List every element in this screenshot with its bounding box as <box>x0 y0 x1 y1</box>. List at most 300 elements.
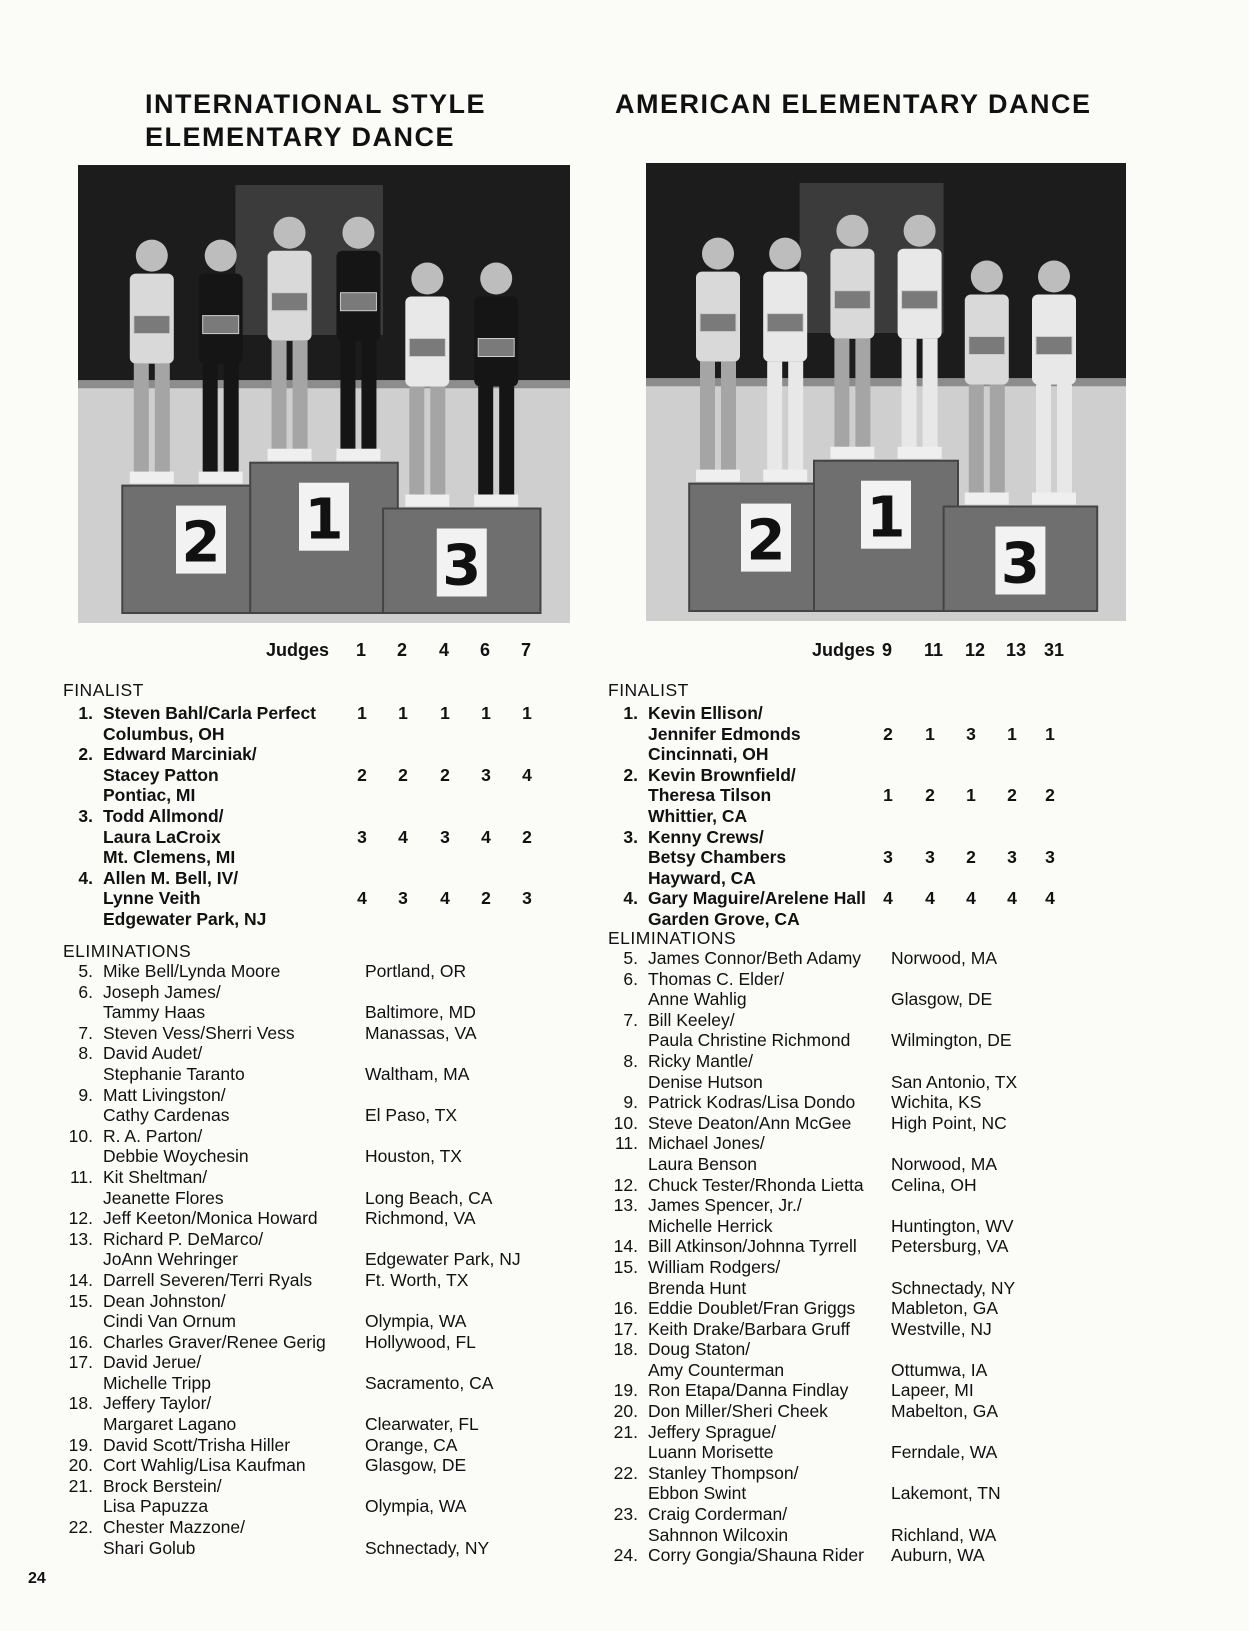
entry-city: Petersburg, VA <box>891 1236 1009 1257</box>
award-plaque <box>478 339 514 357</box>
finalist-entry <box>63 703 583 744</box>
entry-line: Kit Sheltman/ <box>103 1166 208 1187</box>
elimination-entry <box>63 1476 583 1517</box>
entry-rank: 10. <box>68 1125 93 1146</box>
award-plaque <box>409 339 445 357</box>
judge-score: 1 <box>925 723 935 744</box>
elimination-entry <box>608 1380 1168 1401</box>
entry-rank: 3. <box>623 826 638 847</box>
entry-rank: 20. <box>613 1401 638 1422</box>
entry-line: Jeffery Sprague/ <box>648 1421 777 1442</box>
finalist-entry <box>608 703 1168 765</box>
entry-city: Richmond, VA <box>365 1208 476 1229</box>
entry-line: Kevin Ellison/ <box>648 703 763 723</box>
entry-rank: 21. <box>613 1421 638 1442</box>
elimination-entry <box>608 1422 1168 1463</box>
skater-head <box>342 217 374 249</box>
elimination-entry <box>63 1229 583 1270</box>
judge-score: 2 <box>1007 785 1017 806</box>
finalist-entry <box>608 827 1168 889</box>
entry-line: Patrick Kodras/Lisa Dondo <box>648 1092 856 1113</box>
entry-line: Cincinnati, OH <box>648 744 769 765</box>
entry-city: Norwood, MA <box>891 948 998 968</box>
entry-rank: 2. <box>78 744 93 765</box>
finalist-entry <box>63 744 583 806</box>
judge-score: 2 <box>522 826 532 847</box>
entry-line: Kenny Crews/ <box>648 826 764 847</box>
left-title-line1: INTERNATIONAL STYLE <box>145 89 487 119</box>
skater-head <box>274 217 306 249</box>
entry-city: Waltham, MA <box>365 1063 470 1084</box>
entry-line: Keith Drake/Barbara Gruff <box>648 1318 850 1339</box>
entry-line: Darrell Severen/Terri Ryals <box>103 1269 313 1290</box>
entry-names <box>103 1476 583 1517</box>
entry-rank: 4. <box>78 867 93 888</box>
judge-score: 3 <box>440 826 450 847</box>
elimination-entry <box>63 1043 583 1084</box>
entry-city: Orange, CA <box>365 1434 458 1455</box>
entry-line: James Spencer, Jr./ <box>648 1195 802 1216</box>
entry-line: Edgewater Park, NJ <box>103 908 267 929</box>
skater-head <box>411 263 443 295</box>
award-plaque <box>902 291 938 309</box>
elimination-entry <box>608 1463 1168 1504</box>
finalist-entry <box>63 806 583 868</box>
entry-line: Bill Keeley/ <box>648 1009 735 1030</box>
elimination-entry <box>608 1401 1168 1422</box>
elimination-entry <box>63 1085 583 1126</box>
elimination-entry <box>608 1257 1168 1298</box>
entry-rank: 24. <box>613 1545 638 1566</box>
left-eliminations-list <box>63 961 583 1558</box>
entry-names <box>103 806 583 868</box>
judge-score: 4 <box>925 888 935 909</box>
entry-rank: 3. <box>78 805 93 826</box>
entry-names <box>103 1455 583 1476</box>
entry-names <box>648 827 1168 889</box>
entry-line: Denise Hutson <box>648 1071 763 1092</box>
skater-head <box>702 238 734 270</box>
judge-score: 2 <box>883 723 893 744</box>
entry-rank: 8. <box>623 1050 638 1071</box>
entry-rank: 6. <box>623 968 638 989</box>
judge-score: 4 <box>481 826 491 847</box>
entry-line: Amy Counterman <box>648 1359 785 1380</box>
judge-score: 2 <box>925 785 935 806</box>
entry-line: Steve Deaton/Ann McGee <box>648 1112 852 1133</box>
judge-score: 3 <box>1045 847 1055 868</box>
entry-line: David Audet/ <box>103 1043 203 1064</box>
entry-line: Bill Atkinson/Johnna Tyrrell <box>648 1236 857 1257</box>
left-finalist-label: FINALIST <box>63 680 144 700</box>
entry-names <box>648 703 1168 765</box>
entry-rank: 11. <box>69 1166 93 1187</box>
judge-score: 2 <box>481 888 491 909</box>
entry-line: Don Miller/Sheri Cheek <box>648 1401 828 1422</box>
entry-city: Glasgow, DE <box>365 1455 467 1476</box>
entry-rank: 7. <box>78 1022 93 1043</box>
elimination-entry <box>608 948 1168 969</box>
entry-line: Steven Bahl/Carla Perfect <box>103 703 317 723</box>
entry-line: David Scott/Trisha Hiller <box>103 1434 291 1455</box>
judge-score: 3 <box>481 764 491 785</box>
entry-line: Jeff Keeton/Monica Howard <box>103 1208 318 1229</box>
left-eliminations-label: ELIMINATIONS <box>63 941 192 961</box>
finalist-entry <box>608 888 1168 929</box>
left-title <box>145 88 486 154</box>
entry-line: R. A. Parton/ <box>103 1125 203 1146</box>
entry-line: Chuck Tester/Rhonda Lietta <box>648 1174 864 1195</box>
elimination-entry <box>63 1208 583 1229</box>
entry-line: Hayward, CA <box>648 867 756 888</box>
elimination-entry <box>63 1393 583 1434</box>
right-finalists-list <box>608 703 1168 930</box>
entry-rank: 19. <box>613 1380 638 1401</box>
entry-line: Stanley Thompson/ <box>648 1462 799 1483</box>
left-judges-label: Judges <box>266 640 330 660</box>
entry-line: Joseph James/ <box>103 981 221 1002</box>
award-plaque <box>340 293 376 311</box>
entry-rank: 14. <box>68 1269 93 1290</box>
entry-line: JoAnn Wehringer <box>103 1249 238 1270</box>
entry-line: Laura LaCroix <box>103 826 221 847</box>
award-plaque <box>272 293 308 311</box>
judge-score: 3 <box>398 888 408 909</box>
elimination-entry <box>608 1195 1168 1236</box>
award-plaque <box>1036 337 1072 355</box>
entry-rank: 9. <box>78 1084 93 1105</box>
judge-score: 2 <box>1045 785 1055 806</box>
elimination-entry <box>63 1332 583 1353</box>
entry-line: Kevin Brownfield/ <box>648 764 796 785</box>
judge-score: 1 <box>966 785 976 806</box>
elimination-entry <box>63 1517 583 1558</box>
entry-rank: 12. <box>613 1174 638 1195</box>
skater-head <box>136 240 168 272</box>
entry-line: Jennifer Edmonds <box>648 723 801 744</box>
entry-names <box>648 888 1168 929</box>
entry-city: Manassas, VA <box>365 1022 477 1043</box>
elimination-entry <box>63 1023 583 1044</box>
judge-score: 1 <box>481 703 491 723</box>
entry-line: Michelle Tripp <box>103 1372 211 1393</box>
entry-names <box>103 982 583 1023</box>
entry-line: Steven Vess/Sherri Vess <box>103 1022 295 1043</box>
skater-head <box>480 263 512 295</box>
entry-line: Stacey Patton <box>103 764 219 785</box>
skater-head <box>769 238 801 270</box>
entry-rank: 10. <box>613 1112 638 1133</box>
entry-line: William Rodgers/ <box>648 1256 781 1277</box>
entry-names <box>103 1517 583 1558</box>
elimination-entry <box>608 1545 1168 1566</box>
right-eliminations-label: ELIMINATIONS <box>608 928 737 948</box>
award-plaque <box>203 316 239 334</box>
entry-city: Wilmington, DE <box>891 1030 1012 1051</box>
judge-score: 1 <box>440 703 450 723</box>
judge-score: 2 <box>357 764 367 785</box>
entry-line: Luann Morisette <box>648 1442 774 1463</box>
judge-number: 31 <box>1044 640 1065 660</box>
judge-score: 4 <box>522 764 532 785</box>
entry-rank: 4. <box>623 888 638 909</box>
judge-score: 1 <box>1045 723 1055 744</box>
entry-names <box>103 868 583 930</box>
entry-line: Eddie Doublet/Fran Griggs <box>648 1298 856 1319</box>
entry-line: Edward Marciniak/ <box>103 744 257 765</box>
entry-city: Ft. Worth, TX <box>365 1269 469 1290</box>
entry-rank: 1. <box>623 703 638 723</box>
entry-line: Ebbon Swint <box>648 1483 747 1504</box>
entry-rank: 15. <box>613 1256 638 1277</box>
award-plaque <box>969 337 1005 355</box>
elimination-entry <box>608 1298 1168 1319</box>
entry-line: Brenda Hunt <box>648 1277 747 1298</box>
judge-score: 4 <box>1045 888 1055 909</box>
entry-line: Richard P. DeMarco/ <box>103 1228 264 1249</box>
entry-line: Cindi Van Ornum <box>103 1311 236 1332</box>
entry-city: Celina, OH <box>891 1174 977 1195</box>
elimination-entry <box>63 961 583 982</box>
entry-line: Brock Berstein/ <box>103 1475 222 1496</box>
entry-line: Laura Benson <box>648 1153 757 1174</box>
judge-score: 4 <box>883 888 893 909</box>
entry-rank: 16. <box>68 1331 93 1352</box>
entry-rank: 18. <box>613 1339 638 1360</box>
entry-rank: 2. <box>623 764 638 785</box>
entry-city: Westville, NJ <box>891 1318 992 1339</box>
entry-city: Richland, WA <box>891 1524 997 1545</box>
entry-city: High Point, NC <box>891 1112 1007 1133</box>
podium-photo-illustration <box>78 165 570 623</box>
entry-rank: 17. <box>613 1318 638 1339</box>
entry-rank: 5. <box>78 961 93 981</box>
entry-city: San Antonio, TX <box>891 1071 1018 1092</box>
entry-names <box>103 1208 583 1229</box>
judge-score: 3 <box>925 847 935 868</box>
elimination-entry <box>63 1435 583 1456</box>
entry-rank: 5. <box>623 948 638 968</box>
entry-line: Stephanie Taranto <box>103 1063 245 1084</box>
elimination-entry <box>608 1504 1168 1545</box>
podium-number: 1 <box>866 485 906 551</box>
elimination-entry <box>63 1291 583 1332</box>
judge-score: 3 <box>1007 847 1017 868</box>
award-plaque <box>834 291 870 309</box>
entry-rank: 22. <box>613 1462 638 1483</box>
elimination-entry <box>608 1010 1168 1051</box>
entry-names <box>103 1435 583 1456</box>
entry-line: Mike Bell/Lynda Moore <box>103 961 281 981</box>
entry-line: Thomas C. Elder/ <box>648 968 785 989</box>
entry-names <box>103 1043 583 1084</box>
entry-line: Tammy Haas <box>103 1002 206 1023</box>
judge-score: 4 <box>357 888 367 909</box>
skater-head <box>836 215 868 247</box>
judge-score: 1 <box>398 703 408 723</box>
entry-rank: 21. <box>68 1475 93 1496</box>
entry-names <box>103 1023 583 1044</box>
entry-city: Baltimore, MD <box>365 1002 476 1023</box>
entry-names <box>103 703 583 744</box>
entry-line: Lisa Papuzza <box>103 1496 209 1517</box>
entry-city: Ottumwa, IA <box>891 1359 988 1380</box>
entry-rank: 20. <box>68 1455 93 1476</box>
entry-names <box>103 1291 583 1332</box>
right-podium-photo <box>646 163 1126 621</box>
entry-line: Columbus, OH <box>103 723 225 744</box>
entry-line: Doug Staton/ <box>648 1339 751 1360</box>
judge-score: 2 <box>398 764 408 785</box>
entry-city: Glasgow, DE <box>891 989 993 1010</box>
award-plaque <box>700 314 736 332</box>
entry-line: Allen M. Bell, IV/ <box>103 867 239 888</box>
entry-city: Lapeer, MI <box>891 1380 974 1401</box>
entry-city: Auburn, WA <box>891 1545 985 1566</box>
entry-rank: 9. <box>623 1092 638 1113</box>
entry-line: Matt Livingston/ <box>103 1084 226 1105</box>
entry-rank: 1. <box>78 703 93 723</box>
entry-names <box>103 1332 583 1353</box>
entry-line: James Connor/Beth Adamy <box>648 948 862 968</box>
entry-city: Olympia, WA <box>365 1311 467 1332</box>
entry-rank: 15. <box>68 1290 93 1311</box>
entry-names <box>103 1126 583 1167</box>
entry-rank: 12. <box>68 1208 93 1229</box>
entry-line: Ron Etapa/Danna Findlay <box>648 1380 849 1401</box>
entry-line: Chester Mazzone/ <box>103 1517 246 1538</box>
judge-score: 1 <box>1007 723 1017 744</box>
entry-line: David Jerue/ <box>103 1352 202 1373</box>
entry-line: Debbie Woychesin <box>103 1146 249 1167</box>
judge-number: 13 <box>1006 640 1027 660</box>
page-number: 24 <box>28 1570 46 1587</box>
judge-score: 2 <box>966 847 976 868</box>
right-title <box>615 88 1092 121</box>
podium-number: 3 <box>1000 531 1040 597</box>
entry-city: Clearwater, FL <box>365 1414 479 1435</box>
entry-city: Wichita, KS <box>891 1092 982 1113</box>
entry-city: Olympia, WA <box>365 1496 467 1517</box>
judge-score: 4 <box>966 888 976 909</box>
judge-number: 9 <box>882 640 893 660</box>
left-finalists-list <box>63 703 583 930</box>
judge-score: 4 <box>398 826 408 847</box>
elimination-entry <box>608 1339 1168 1380</box>
elimination-entry <box>63 1126 583 1167</box>
entry-rank: 23. <box>613 1504 638 1525</box>
entry-city: Sacramento, CA <box>365 1372 494 1393</box>
right-finalist-label: FINALIST <box>608 680 689 700</box>
elimination-entry <box>608 1092 1168 1113</box>
entry-line: Sahnnon Wilcoxin <box>648 1524 789 1545</box>
elimination-entry <box>608 1175 1168 1196</box>
entry-city: Norwood, MA <box>891 1153 998 1174</box>
judge-score: 3 <box>883 847 893 868</box>
right-judges-header <box>0 640 1249 662</box>
entry-city: El Paso, TX <box>365 1105 458 1126</box>
elimination-entry <box>63 982 583 1023</box>
podium-number: 3 <box>442 533 482 599</box>
elimination-entry <box>63 1352 583 1393</box>
entry-rank: 7. <box>623 1009 638 1030</box>
entry-line: Michael Jones/ <box>648 1133 765 1154</box>
entry-names <box>103 1167 583 1208</box>
entry-line: Pontiac, MI <box>103 785 196 806</box>
entry-city: Mabelton, GA <box>891 1401 998 1422</box>
entry-rank: 14. <box>613 1236 638 1257</box>
entry-rank: 8. <box>78 1043 93 1064</box>
entry-line: Cathy Cardenas <box>103 1105 230 1126</box>
award-plaque <box>134 316 170 334</box>
entry-line: Michelle Herrick <box>648 1215 773 1236</box>
judge-score: 4 <box>440 888 450 909</box>
entry-city: Houston, TX <box>365 1146 462 1167</box>
entry-rank: 6. <box>78 981 93 1002</box>
judge-score: 3 <box>522 888 532 909</box>
entry-line: Ricky Mantle/ <box>648 1050 754 1071</box>
finalist-entry <box>63 868 583 930</box>
right-judges-label: Judges <box>812 640 876 660</box>
award-plaque <box>767 314 803 332</box>
elimination-entry <box>608 969 1168 1010</box>
entry-names <box>103 961 583 982</box>
entry-line: Jeanette Flores <box>103 1187 224 1208</box>
entry-rank: 22. <box>68 1517 93 1538</box>
elimination-entry <box>608 1133 1168 1174</box>
entry-line: Charles Graver/Renee Gerig <box>103 1331 326 1352</box>
judge-score: 2 <box>440 764 450 785</box>
entry-line: Paula Christine Richmond <box>648 1030 851 1051</box>
podium-number: 2 <box>181 510 221 576</box>
entry-line: Garden Grove, CA <box>648 908 800 929</box>
elimination-entry <box>63 1455 583 1476</box>
entry-city: Schnectady, NY <box>365 1537 490 1558</box>
entry-line: Gary Maguire/Arelene Hall <box>648 888 866 909</box>
entry-city: Portland, OR <box>365 961 467 981</box>
judge-score: 1 <box>883 785 893 806</box>
elimination-entry <box>608 1319 1168 1340</box>
entry-line: Whittier, CA <box>648 805 748 826</box>
entry-city: Long Beach, CA <box>365 1187 493 1208</box>
podium-number: 1 <box>304 487 344 553</box>
finalist-entry <box>608 765 1168 827</box>
judge-number: 4 <box>439 640 450 660</box>
entry-line: Todd Allmond/ <box>103 805 224 826</box>
judge-number: 6 <box>480 640 491 660</box>
podium-photo-illustration <box>646 163 1126 621</box>
entry-line: Dean Johnston/ <box>103 1290 226 1311</box>
entry-line: Lynne Veith <box>103 888 201 909</box>
skater-head <box>971 261 1003 293</box>
skater-head <box>904 215 936 247</box>
judge-score: 4 <box>1007 888 1017 909</box>
entry-names <box>103 1085 583 1126</box>
entry-rank: 16. <box>613 1298 638 1319</box>
elimination-entry <box>63 1270 583 1291</box>
entry-line: Corry Gongia/Shauna Rider <box>648 1545 864 1566</box>
right-eliminations-list <box>608 948 1168 1566</box>
elimination-entry <box>608 1236 1168 1257</box>
entry-line: Margaret Lagano <box>103 1414 237 1435</box>
judge-score: 3 <box>357 826 367 847</box>
judge-number: 11 <box>924 640 944 660</box>
entry-city: Schnectady, NY <box>891 1277 1016 1298</box>
entry-names <box>103 1270 583 1291</box>
judge-number: 7 <box>521 640 532 660</box>
entry-city: Lakemont, TN <box>891 1483 1001 1504</box>
podium-number: 2 <box>746 508 786 574</box>
